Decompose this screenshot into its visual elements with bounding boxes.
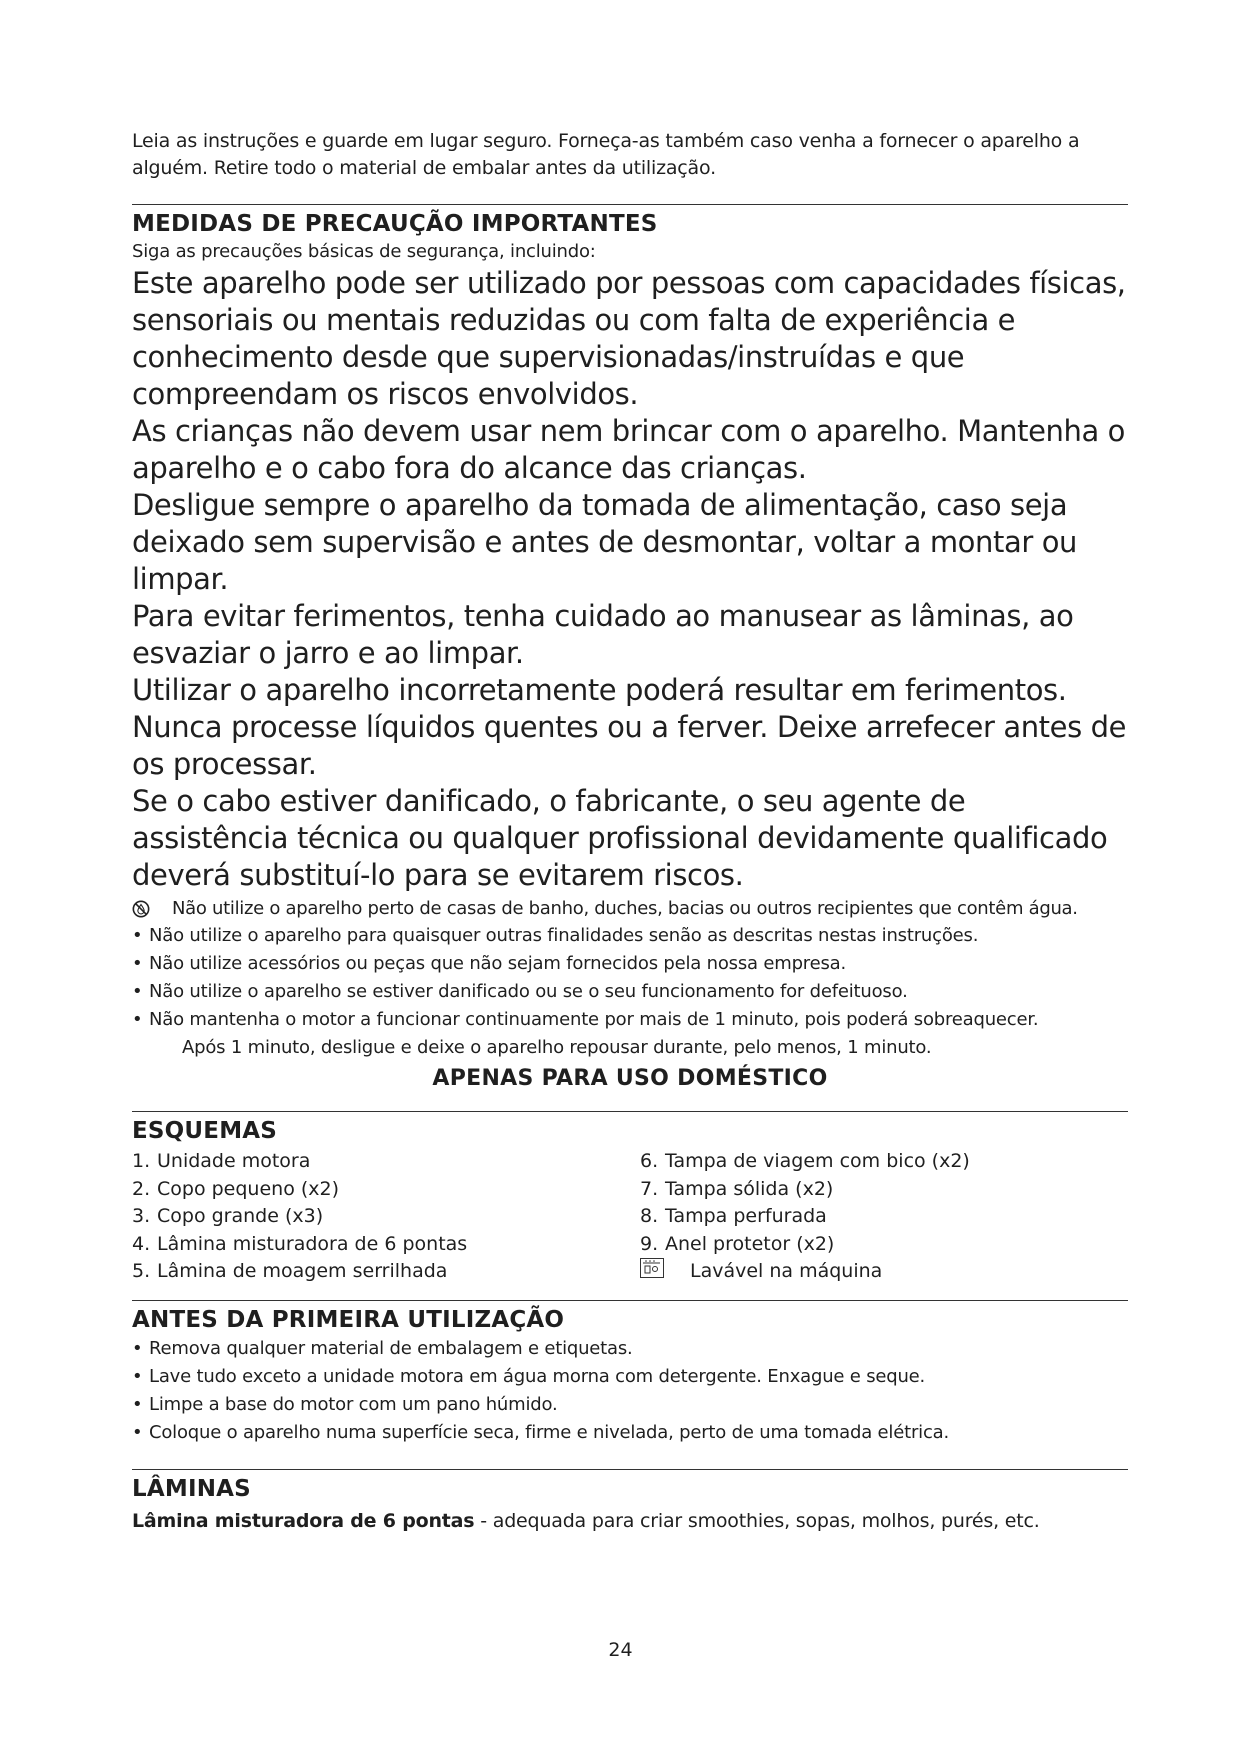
- dishwasher-safe-note: Lavável na máquina: [640, 1258, 1128, 1286]
- list-item: 9. Anel protetor (x2): [640, 1232, 835, 1255]
- list-item: 7. Tampa sólida (x2): [640, 1177, 834, 1200]
- blades-title: LÂMINAS: [132, 1475, 251, 1502]
- before-first-use-title: ANTES DA PRIMEIRA UTILIZAÇÃO: [132, 1306, 565, 1333]
- list-item: 5. Lâmina de moagem serrilhada: [132, 1260, 448, 1282]
- no-water-icon: [132, 900, 150, 918]
- precaution-paragraph: As crianças não devem usar nem brincar com o aparelho. Mantenha o aparelho e o cabo fora do alcance das crianças.: [132, 414, 1126, 485]
- section-divider: [132, 204, 1128, 205]
- list-item: 2. Copo pequeno (x2): [132, 1177, 340, 1200]
- list-item: 6. Tampa de viagem com bico (x2): [640, 1150, 970, 1172]
- precautions-large-text: [132, 265, 1128, 894]
- section-divider: [132, 1300, 1128, 1301]
- dishwasher-icon: [640, 1258, 664, 1278]
- domestic-use-notice: APENAS PARA USO DOMÉSTICO: [432, 1066, 828, 1091]
- list-item: • Lave tudo exceto a unidade motora em água morna com detergente. Enxague e seque.: [132, 1365, 926, 1387]
- precautions-subtitle: Siga as precauções básicas de segurança, incluindo:: [132, 241, 596, 262]
- precaution-paragraph: Desligue sempre o aparelho da tomada de alimentação, caso seja deixado sem supervisão e antes de desmontar, voltar a montar ou limpar.: [132, 488, 1078, 596]
- list-item: 1. Unidade motora: [132, 1150, 311, 1172]
- blade-usage: - adequada para criar smoothies, sopas, molhos, purés, etc.: [474, 1509, 1040, 1532]
- precaution-paragraph: Para evitar ferimentos, tenha cuidado ao manusear as lâminas, ao esvaziar o jarro e ao limpar.: [132, 599, 1074, 670]
- section-divider: [132, 1111, 1128, 1112]
- manual-page: [132, 128, 1128, 1535]
- parts-list: [132, 1148, 1128, 1286]
- schemes-title: ESQUEMAS: [132, 1118, 278, 1144]
- intro-text: Leia as instruções e guarde em lugar seguro. Forneça-as também caso venha a fornecer o aparelho a alguém. Retire todo o material de embalar antes da utilização.: [132, 130, 1080, 179]
- list-item: • Não utilize acessórios ou peças que não sejam fornecidos pela nossa empresa.: [132, 953, 847, 974]
- precaution-bullets: [132, 922, 1128, 1034]
- list-item: • Limpe a base do motor com um pano húmido.: [132, 1393, 558, 1415]
- list-item: • Não utilize o aparelho se estiver danificado ou se o seu funcionamento for defeituoso.: [132, 981, 908, 1002]
- precaution-paragraph: Utilizar o aparelho incorretamente poderá resultar em ferimentos.: [132, 673, 1067, 707]
- before-first-use-bullets: [132, 1335, 1128, 1447]
- blade-name: Lâmina misturadora de 6 pontas: [132, 1509, 475, 1532]
- bullet-continuation: Após 1 minuto, desligue e deixe o aparelho repousar durante, pelo menos, 1 minuto.: [182, 1037, 932, 1058]
- list-item: • Coloque o aparelho numa superfície seca, firme e nivelada, perto de uma tomada elétrica.: [132, 1421, 950, 1443]
- water-warning: [132, 896, 1128, 922]
- water-warning-text: Não utilize o aparelho perto de casas de banho, duches, bacias ou outros recipientes que contêm água.: [172, 898, 1078, 919]
- parts-column-left: [132, 1148, 640, 1286]
- list-item: 3. Copo grande (x3): [132, 1205, 324, 1227]
- list-item: 4. Lâmina misturadora de 6 pontas: [132, 1232, 468, 1255]
- precaution-paragraph: Este aparelho pode ser utilizado por pessoas com capacidades físicas, sensoriais ou mentais reduzidas ou com falta de experiência e conhecimento desde que supervisionadas/instruídas e que compreendam os riscos envolvidos.: [132, 266, 1126, 411]
- precautions-title: MEDIDAS DE PRECAUÇÃO IMPORTANTES: [132, 211, 658, 237]
- list-item: • Remova qualquer material de embalagem e etiquetas.: [132, 1337, 633, 1359]
- parts-column-right: [640, 1148, 1128, 1286]
- page-number: 24: [608, 1639, 633, 1661]
- list-item: 8. Tampa perfurada: [640, 1205, 827, 1227]
- section-divider: [132, 1469, 1128, 1470]
- precaution-paragraph: Nunca processe líquidos quentes ou a ferver. Deixe arrefecer antes de os processar.: [132, 710, 1127, 781]
- list-item: • Não mantenha o motor a funcionar continuamente por mais de 1 minuto, pois poderá sobreaquecer.: [132, 1009, 1039, 1030]
- blade-description: [132, 1508, 1128, 1535]
- list-item: • Não utilize o aparelho para quaisquer outras finalidades senão as descritas nestas instruções.: [132, 925, 979, 946]
- precaution-paragraph: Se o cabo estiver danificado, o fabricante, o seu agente de assistência técnica ou qualquer profissional devidamente qualificado deverá substituí-lo para se evitarem riscos.: [132, 784, 1108, 892]
